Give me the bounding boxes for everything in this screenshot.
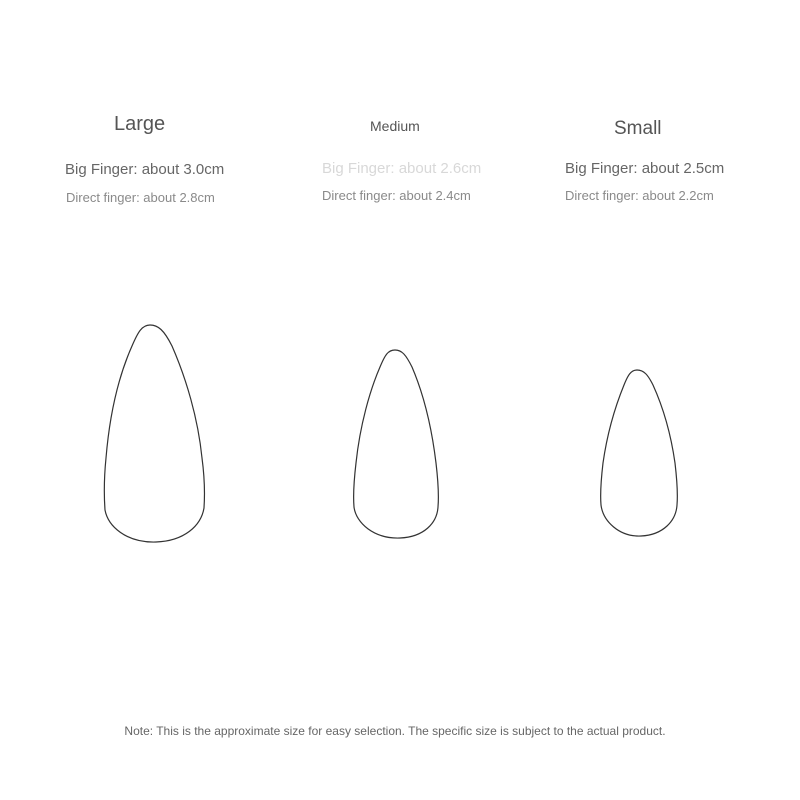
- direct-finger-size-small: Direct finger: about 2.2cm: [565, 188, 714, 203]
- size-title-small: Small: [614, 118, 662, 139]
- size-large: [0, 0, 270, 560]
- direct-finger-size-medium: Direct finger: about 2.4cm: [322, 188, 471, 203]
- nail-outline-medium: [350, 345, 450, 545]
- size-title-medium: Medium: [370, 118, 420, 134]
- size-small: [530, 0, 800, 560]
- size-medium: [270, 0, 530, 560]
- size-title-large: Large: [114, 113, 166, 135]
- nail-outline-large: [98, 318, 208, 548]
- nail-outline-small: [597, 365, 687, 545]
- size-note: Note: This is the approximate size for easy selection. The specific size is subject to the actual product.: [124, 724, 666, 738]
- direct-finger-size-large: Direct finger: about 2.8cm: [66, 190, 215, 205]
- big-finger-size-large: Big Finger: about 3.0cm: [65, 161, 225, 178]
- big-finger-size-medium: Big Finger: about 2.6cm: [322, 160, 482, 177]
- big-finger-size-small: Big Finger: about 2.5cm: [565, 160, 725, 177]
